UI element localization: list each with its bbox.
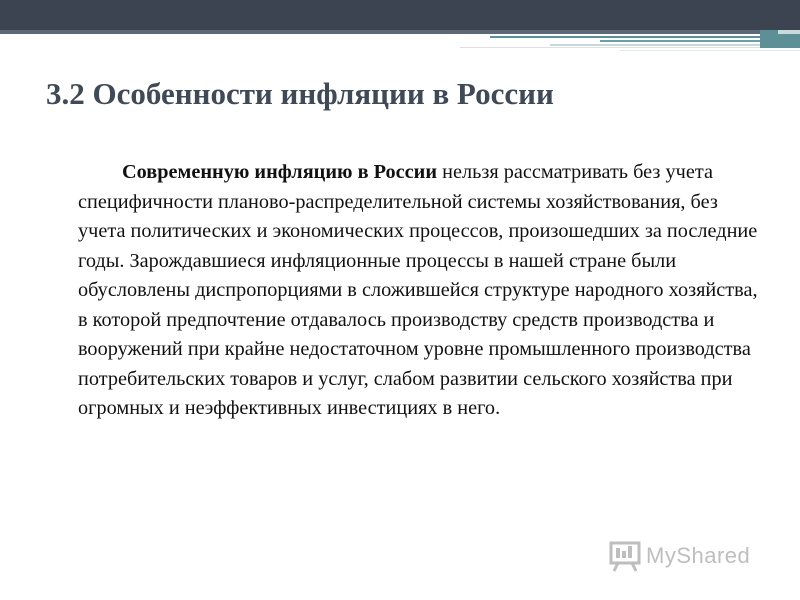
- paragraph-lead: Современную инфляцию в России: [122, 161, 438, 183]
- watermark: [608, 536, 750, 576]
- accent-line: [620, 50, 800, 51]
- accent-line: [460, 47, 800, 48]
- presentation-board-icon: [608, 539, 642, 573]
- accent-line: [490, 36, 800, 38]
- corner-accent-highlight: [778, 30, 800, 34]
- paragraph-end: .: [495, 397, 501, 419]
- body-paragraph: [78, 158, 768, 424]
- slide-title: 3.2 Особенности инфляции в России: [46, 76, 554, 111]
- watermark-text: MyShared: [646, 543, 751, 568]
- paragraph-text: нельзя рассматривать без учета специфичности планово-распределительной системы хозяйствования, без учета политических и экономических процессов, произошедших за последние годы. Зарождавшиеся инфляционные процессы в нашей стране были обусловлены диспропорциями в сложившейся структуре народного хозяйства, в которой предпочтение отдавалось производству средств производства и вооружений при крайне недостаточном уровне промышленного производства потребительских товаров и услуг, слабом развитии сельского хозяйства при огромных и неэффективных инвестициях в него: [78, 161, 758, 419]
- top-band: [0, 0, 800, 34]
